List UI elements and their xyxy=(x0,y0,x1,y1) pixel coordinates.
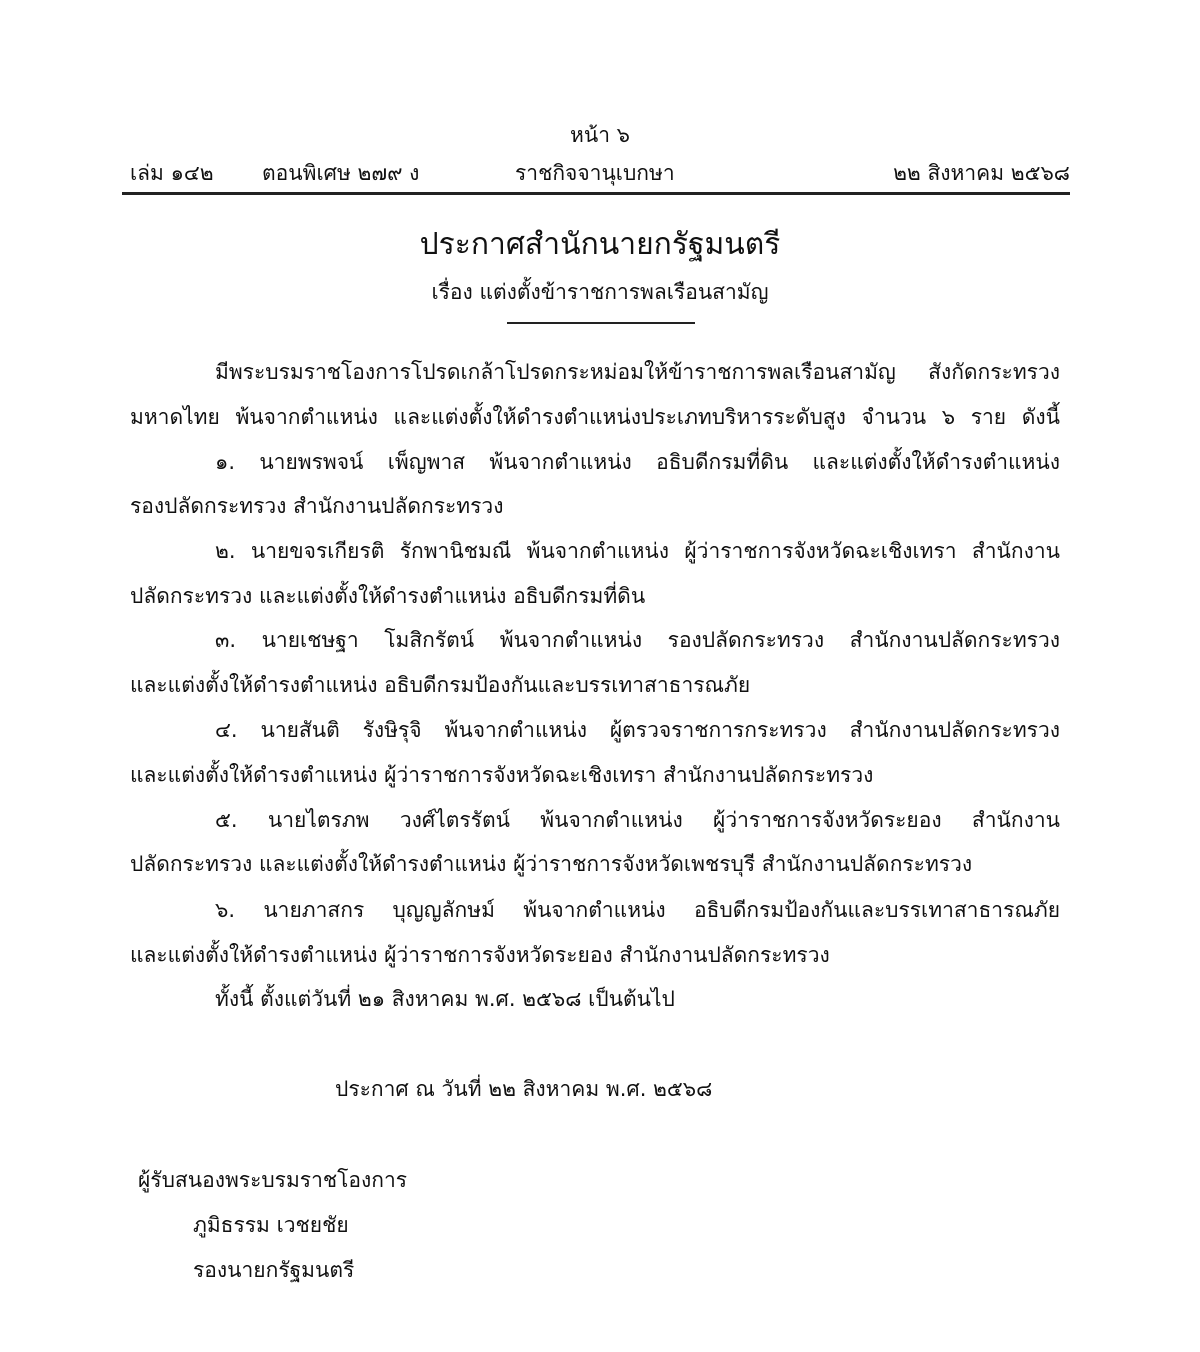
header-rule xyxy=(122,192,1070,195)
title-rule xyxy=(507,322,695,324)
item-6-line-2: และแต่งตั้งให้ดำรงตำแหน่ง ผู้ว่าราชการจังหวัดระยอง สำนักงานปลัดกระทรวง xyxy=(130,943,830,967)
item-3-line-1: ๓. นายเชษฐา โมสิกรัตน์ พ้นจากตำแหน่ง รองปลัดกระทรวง สำนักงานปลัดกระทรวง xyxy=(215,628,1060,652)
announcement-date: ประกาศ ณ วันที่ ๒๒ สิงหาคม พ.ศ. ๒๕๖๘ xyxy=(335,1077,713,1101)
countersign-role: ผู้รับสนองพระบรมราชโองการ xyxy=(138,1168,408,1192)
document-subject: เรื่อง แต่งตั้งข้าราชการพลเรือนสามัญ xyxy=(431,280,769,304)
effective-date: ทั้งนี้ ตั้งแต่วันที่ ๒๑ สิงหาคม พ.ศ. ๒๕๖๘ เป็นต้นไป xyxy=(215,987,675,1011)
item-2-line-1: ๒. นายขจรเกียรติ รักพานิชมณี พ้นจากตำแหน่ง ผู้ว่าราชการจังหวัดฉะเชิงเทรา สำนักงาน xyxy=(215,539,1060,563)
signatory-position: รองนายกรัฐมนตรี xyxy=(193,1258,355,1282)
intro-line-2: มหาดไทย พ้นจากตำแหน่ง และแต่งตั้งให้ดำรงตำแหน่งประเภทบริหารระดับสูง จำนวน ๖ ราย ดังนี้ xyxy=(130,405,1060,429)
item-5-line-2: ปลัดกระทรวง และแต่งตั้งให้ดำรงตำแหน่ง ผู้ว่าราชการจังหวัดเพชรบุรี สำนักงานปลัดกระทรวง xyxy=(130,852,973,876)
volume: เล่ม ๑๔๒ xyxy=(130,161,214,185)
item-6-line-1: ๖. นายภาสกร บุญญลักษม์ พ้นจากตำแหน่ง อธิบดีกรมป้องกันและบรรเทาสาธารณภัย xyxy=(215,898,1060,922)
signatory-name: ภูมิธรรม เวชยชัย xyxy=(193,1213,349,1237)
item-1-line-1: ๑. นายพรพจน์ เพ็ญพาส พ้นจากตำแหน่ง อธิบดีกรมที่ดิน และแต่งตั้งให้ดำรงตำแหน่ง xyxy=(215,450,1060,474)
item-5-line-1: ๕. นายไตรภพ วงศ์ไตรรัตน์ พ้นจากตำแหน่ง ผู้ว่าราชการจังหวัดระยอง สำนักงาน xyxy=(215,808,1060,832)
item-3-line-2: และแต่งตั้งให้ดำรงตำแหน่ง อธิบดีกรมป้องกันและบรรเทาสาธารณภัย xyxy=(130,673,751,697)
gazette-header xyxy=(0,158,1200,188)
intro-line-1: มีพระบรมราชโองการโปรดเกล้าโปรดกระหม่อมให้ข้าราชการพลเรือนสามัญ สังกัดกระทรวง xyxy=(215,360,1060,384)
item-2-line-2: ปลัดกระทรวง และแต่งตั้งให้ดำรงตำแหน่ง อธิบดีกรมที่ดิน xyxy=(130,584,646,608)
item-1-line-2: รองปลัดกระทรวง สำนักงานปลัดกระทรวง xyxy=(130,494,504,518)
document-title: ประกาศสำนักนายกรัฐมนตรี xyxy=(419,227,781,262)
header-date: ๒๒ สิงหาคม ๒๕๖๘ xyxy=(893,161,1070,185)
section: ตอนพิเศษ ๒๗๙ ง xyxy=(262,161,420,185)
item-4-line-2: และแต่งตั้งให้ดำรงตำแหน่ง ผู้ว่าราชการจังหวัดฉะเชิงเทรา สำนักงานปลัดกระทรวง xyxy=(130,763,874,787)
gazette-name: ราชกิจจานุเบกษา xyxy=(515,161,675,185)
item-4-line-1: ๔. นายสันติ รังษิรุจิ พ้นจากตำแหน่ง ผู้ตรวจราชการกระทรวง สำนักงานปลัดกระทรวง xyxy=(215,718,1060,742)
page-number: หน้า ๖ xyxy=(570,123,630,147)
